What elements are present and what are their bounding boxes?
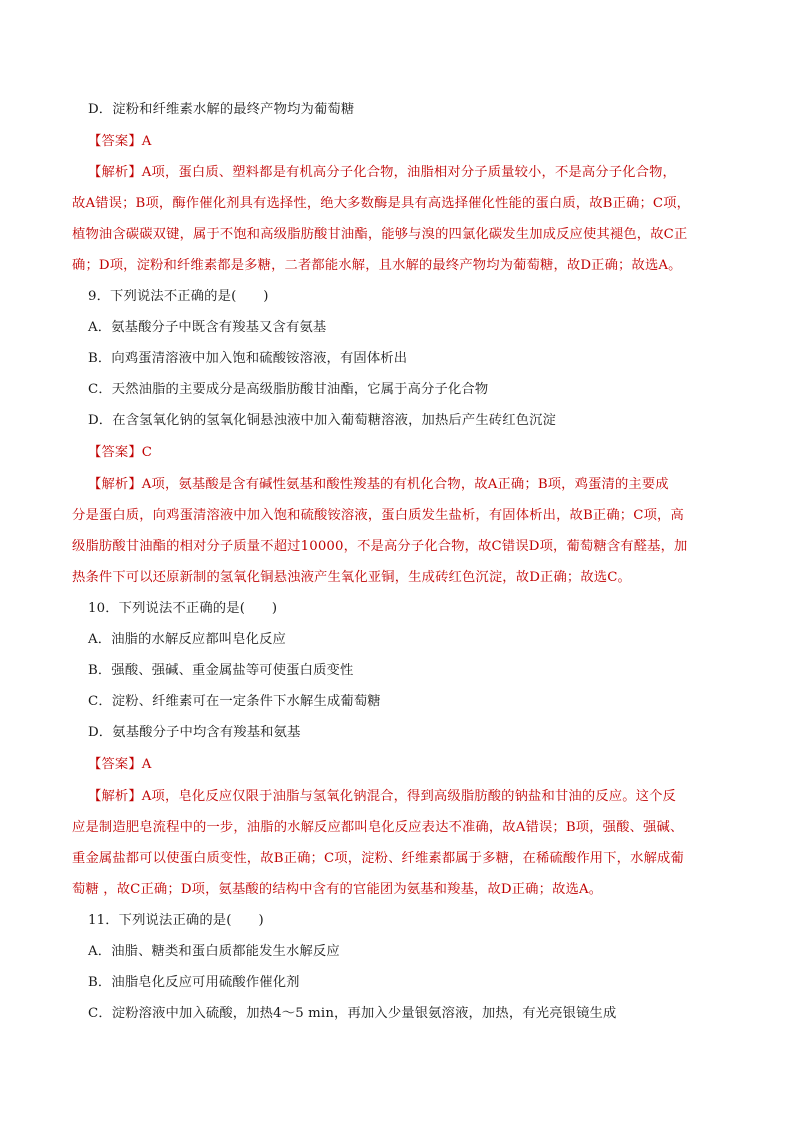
question-title: 10．下列说法不正确的是( ) <box>88 601 278 616</box>
explanation-tag: 【解析】 <box>88 477 142 492</box>
explanation-text: A项，蛋白质、塑料都是有机高分子化合物，油脂相对分子质量较小，不是高分子化合物， <box>141 165 676 180</box>
question-title: 11．下列说法正确的是( ) <box>88 913 264 928</box>
explanation-line: 萄糖 ，故C正确；D项，氨基酸的结构中含有的官能团为氨基和羧基，故D正确；故选A。 <box>72 882 603 897</box>
answer-value: A <box>141 757 152 772</box>
option-line: B．油脂皂化反应可用硫酸作催化剂 <box>88 975 300 990</box>
explanation-line: 确；D项，淀粉和纤维素都是多糖，二者都能水解，且水解的最终产物均为葡萄糖，故D正确；故选A。 <box>72 258 682 273</box>
explanation-line: 分是蛋白质，向鸡蛋清溶液中加入饱和硫酸铵溶液，蛋白质发生盐析，有固体析出，故B正确；C项，高 <box>72 508 684 523</box>
option-line: D．氨基酸分子中均含有羧基和氨基 <box>88 725 301 740</box>
answer-tag: 【答案】 <box>88 134 142 149</box>
option-line: C．天然油脂的主要成分是高级脂肪酸甘油酯，它属于高分子化合物 <box>88 382 489 397</box>
option-line: C．淀粉溶液中加入硫酸，加热4～5 min，再加入少量银氨溶液，加热，有光亮银镜生成 <box>88 1006 617 1021</box>
explanation-tag: 【解析】 <box>88 789 142 804</box>
option-line: B．向鸡蛋清溶液中加入饱和硫酸铵溶液，有固体析出 <box>88 351 408 366</box>
explanation-line <box>88 163 748 183</box>
answer-tag: 【答案】 <box>88 757 142 772</box>
explanation-text: A项，氨基酸是含有碱性氨基和酸性羧基的有机化合物，故A正确；B项，鸡蛋清的主要成 <box>141 477 669 492</box>
explanation-tag: 【解析】 <box>88 165 142 180</box>
answer-line <box>88 132 748 152</box>
explanation-line: 热条件下可以还原新制的氢氧化铜悬浊液产生氧化亚铜，生成砖红色沉淀，故D正确；故选C。 <box>72 570 632 585</box>
option-line: A．氨基酸分子中既含有羧基又含有氨基 <box>88 320 327 335</box>
answer-line <box>88 443 748 463</box>
option-line: A．油脂、糖类和蛋白质都能发生水解反应 <box>88 944 340 959</box>
explanation-line <box>88 475 748 495</box>
explanation-line: 植物油含碳碳双键，属于不饱和高级脂肪酸甘油酯，能够与溴的四氯化碳发生加成反应使其褪色，故C正 <box>72 227 688 242</box>
explanation-text: A项，皂化反应仅限于油脂与氢氧化钠混合，得到高级脂肪酸的钠盐和甘油的反应。这个反 <box>141 789 676 804</box>
question-title: 9．下列说法不正确的是( ) <box>88 289 269 304</box>
answer-line <box>88 755 748 775</box>
answer-tag: 【答案】 <box>88 445 142 460</box>
explanation-line: 故A错误；B项，酶作催化剂具有选择性，绝大多数酶是具有高选择催化性能的蛋白质，故B正确；C项， <box>72 196 691 211</box>
option-line: B．强酸、强碱、重金属盐等可使蛋白质变性 <box>88 663 354 678</box>
explanation-line: 级脂肪酸甘油酯的相对分子质量不超过10000，不是高分子化合物，故C错误D项，葡萄糖含有醛基，加 <box>72 539 688 554</box>
option-line: A．油脂的水解反应都叫皂化反应 <box>88 632 287 647</box>
option-line: C．淀粉、纤维素可在一定条件下水解生成葡萄糖 <box>88 694 381 709</box>
option-line: D．淀粉和纤维素水解的最终产物均为葡萄糖 <box>88 102 355 117</box>
answer-value: C <box>141 445 153 460</box>
explanation-line: 应是制造肥皂流程中的一步，油脂的水解反应都叫皂化反应表达不准确，故A错误；B项，强酸、强碱、 <box>72 820 684 835</box>
answer-value: A <box>141 134 152 149</box>
option-line: D．在含氢氧化钠的氢氧化铜悬浊液中加入葡萄糖溶液，加热后产生砖红色沉淀 <box>88 413 557 428</box>
explanation-line <box>88 787 748 807</box>
explanation-line: 重金属盐都可以使蛋白质变性，故B正确；C项，淀粉、纤维素都属于多糖，在稀硫酸作用下，水解成葡 <box>72 851 684 866</box>
